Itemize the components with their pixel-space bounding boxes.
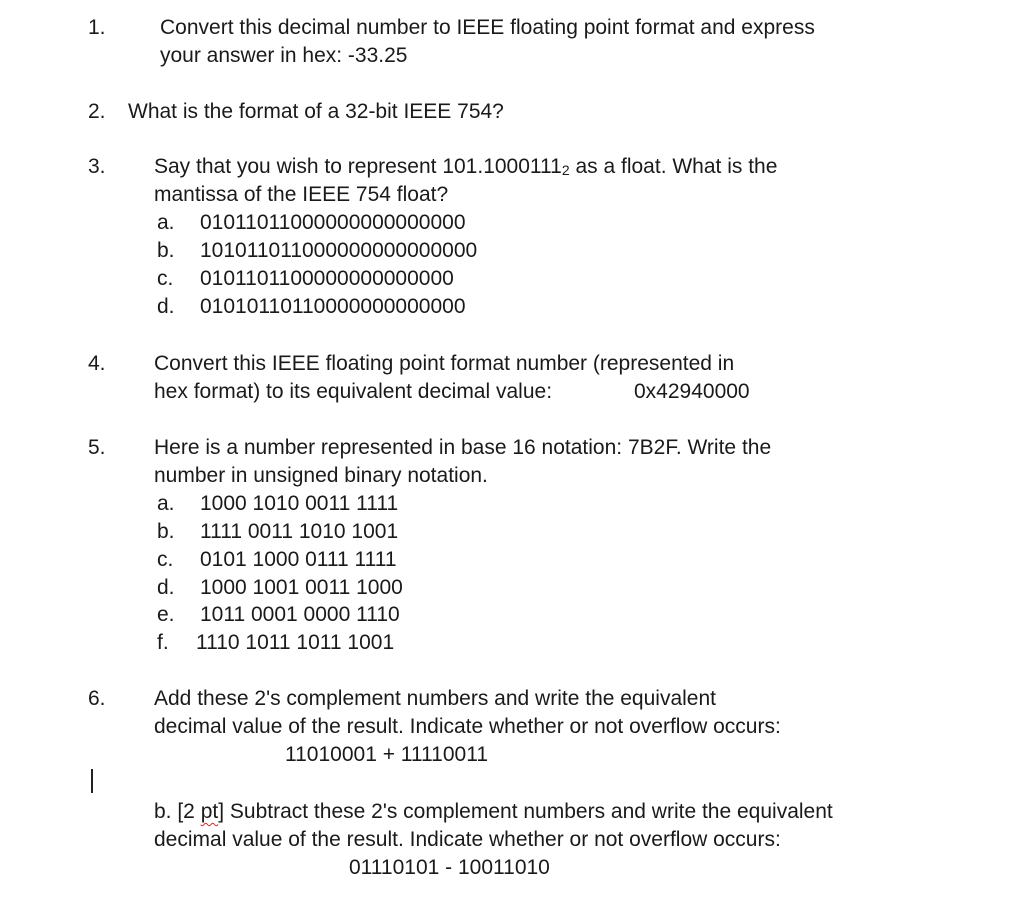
q3-option-letter-c: c. [157,267,174,290]
spellcheck-underlined-word: pt [200,800,219,823]
question-4-text-line1: Convert this IEEE floating point format number (represented in [154,352,735,375]
question-1-text-line1: Convert this decimal number to IEEE floating point format and express [160,16,815,39]
question-6b-text-line1 [154,798,833,826]
q5-option-letter-a: a. [157,492,175,515]
q5-option-letter-f: f. [157,631,169,654]
question-6-number: 6. [88,687,106,710]
question-6b-expression: 01110101 - 10011010 [349,856,550,879]
question-4-text-line2: hex format) to its equivalent decimal value: [154,380,553,403]
q5-option-letter-e: e. [157,603,175,626]
q3-option-value-a: 01011011000000000000000 [200,211,466,234]
q5-option-letter-b: b. [157,520,175,543]
question-2-text: What is the format of a 32-bit IEEE 754? [128,100,504,123]
question-3-text-suffix: as a float. What is the [569,155,778,178]
question-4-number: 4. [88,352,106,375]
q5-option-value-b: 1111 0011 1010 1001 [200,520,399,543]
question-4-hex-value: 0x42940000 [634,380,750,403]
q3-option-value-b: 101011011000000000000000 [200,239,478,262]
q3-option-letter-b: b. [157,239,175,262]
q5-option-value-f: 1110 1011 1011 1001 [196,631,395,654]
question-6b-suffix: ] Subtract these 2's complement numbers and write the equivalent [218,800,833,823]
question-3-text-line1 [154,153,777,184]
q3-option-value-d: 01010110110000000000000 [200,295,466,318]
question-3-text-prefix: Say that you wish to represent 101.1000111 [154,155,562,178]
q3-option-letter-a: a. [157,211,175,234]
question-3-number: 3. [88,155,106,178]
question-5-number: 5. [88,436,106,459]
question-5-text-line1: Here is a number represented in base 16 notation: 7B2F. Write the [154,436,772,459]
q5-option-value-e: 1011 0001 0000 1110 [200,603,400,626]
q5-option-letter-c: c. [157,548,174,571]
question-1-text-line2: your answer in hex: -33.25 [160,44,408,67]
q5-option-value-a: 1000 1010 0011 1111 [200,492,399,515]
question-6b-prefix: b. [2 [154,800,201,823]
question-5-text-line2: number in unsigned binary notation. [154,464,488,487]
question-3-text-line2: mantissa of the IEEE 754 float? [154,183,449,206]
question-1-number: 1. [88,16,106,39]
question-6-expression: 11010001 + 11110011 [285,743,489,766]
question-6b-text-line2: decimal value of the result. Indicate whether or not overflow occurs: [154,828,781,851]
question-6-text-line2: decimal value of the result. Indicate whether or not overflow occurs: [154,715,781,738]
q5-option-value-c: 0101 1000 0111 1111 [200,548,397,571]
question-2-number: 2. [88,100,106,123]
q3-option-letter-d: d. [157,295,175,318]
q5-option-value-d: 1000 1001 0011 1000 [200,576,403,599]
text-cursor [91,769,93,793]
question-6-text-line1: Add these 2's complement numbers and write the equivalent [154,687,716,710]
q3-option-value-c: 0101101100000000000000 [200,267,454,290]
q5-option-letter-d: d. [157,576,175,599]
base-subscript: 2 [561,162,570,178]
